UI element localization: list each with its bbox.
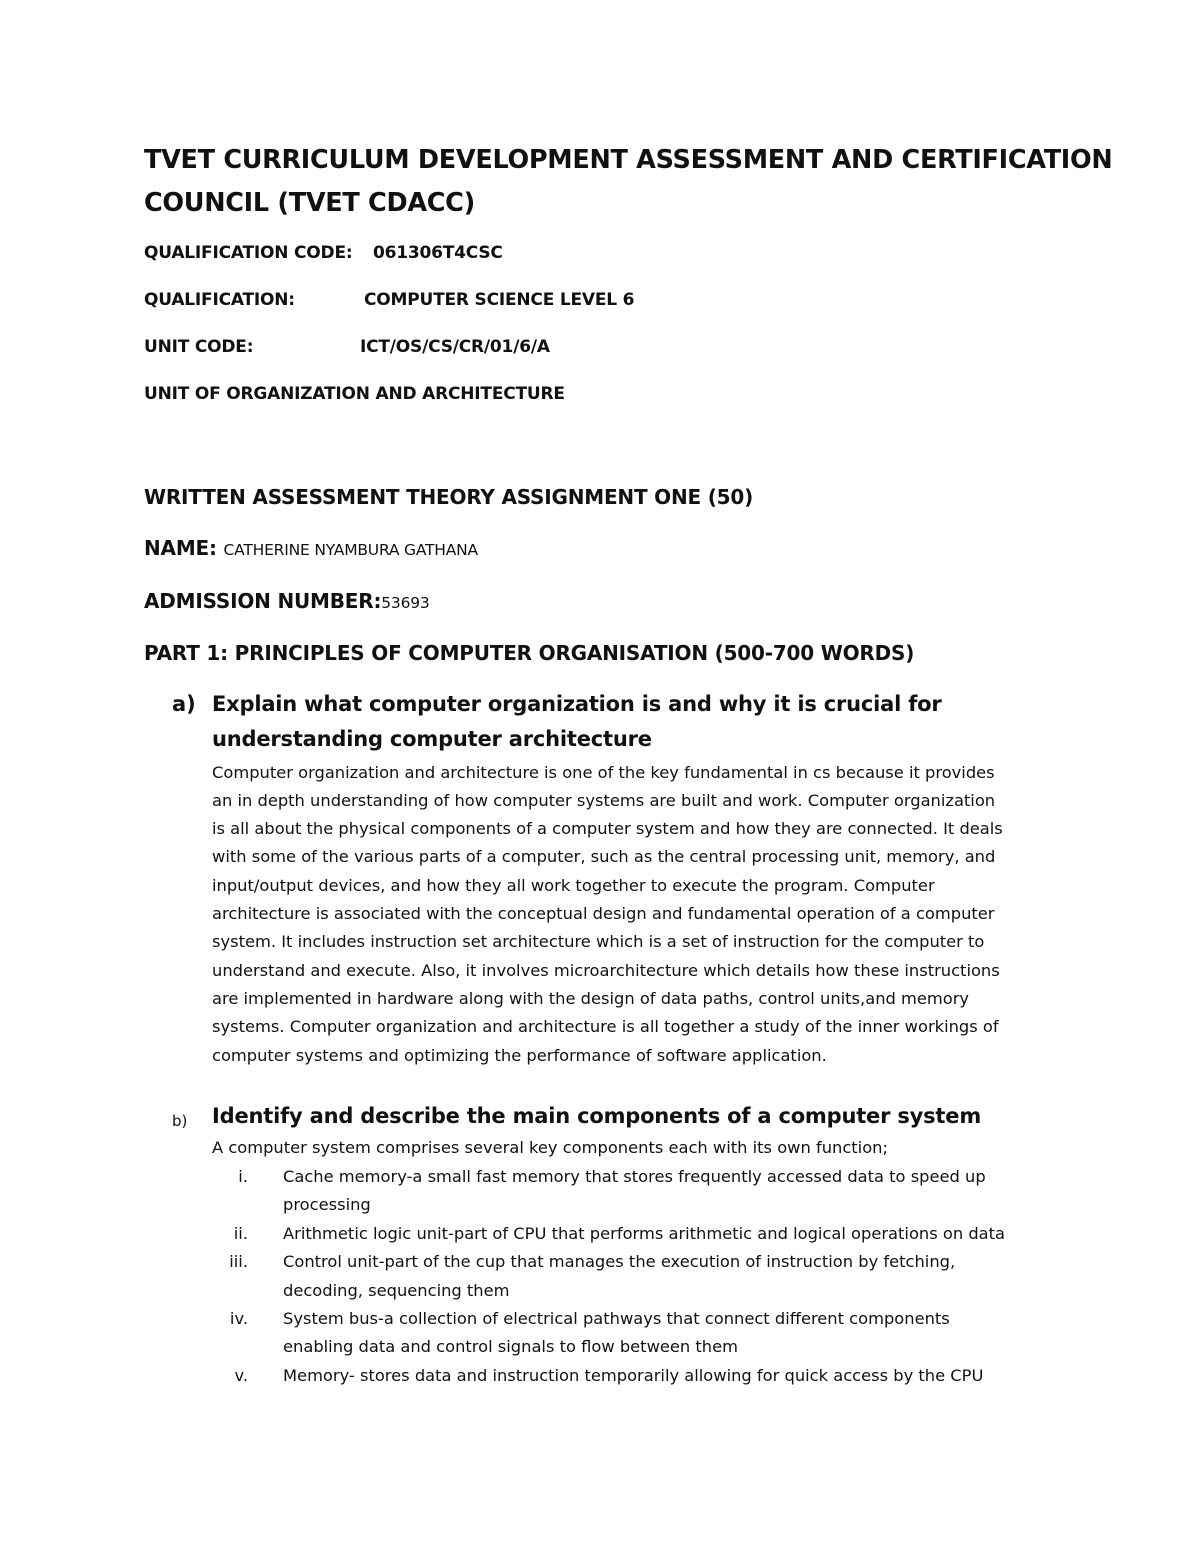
list-item-number: v. (234, 1366, 248, 1385)
answer-a-line: input/output devices, and how they all work together to execute the program. Computer (212, 876, 935, 895)
answer-a-line: system. It includes instruction set architecture which is a set of instruction for the computer to (212, 932, 985, 951)
list-item-number: iii. (229, 1252, 248, 1271)
question-a-heading-line-2: understanding computer architecture (212, 727, 652, 751)
answer-a-line: an in depth understanding of how computer systems are built and work. Computer organization (212, 791, 996, 810)
list-item-number: ii. (233, 1224, 248, 1243)
list-item-text: Control unit-part of the cup that manages the execution of instruction by fetching, (283, 1252, 956, 1271)
name-value: CATHERINE NYAMBURA GATHANA (223, 541, 478, 559)
qualification-code-value: 061306T4CSC (373, 243, 503, 263)
answer-a-line: computer systems and optimizing the performance of software application. (212, 1046, 827, 1065)
question-b-letter: b) (172, 1112, 188, 1130)
list-item-text: enabling data and control signals to flow between them (283, 1337, 738, 1356)
name-label: NAME: (144, 536, 217, 560)
qualification-value: COMPUTER SCIENCE LEVEL 6 (364, 290, 635, 310)
list-item-text: Memory- stores data and instruction temporarily allowing for quick access by the CPU (283, 1366, 984, 1385)
list-item-text: processing (283, 1195, 371, 1214)
part-heading: PART 1: PRINCIPLES OF COMPUTER ORGANISATION (500-700 WORDS) (144, 641, 915, 665)
answer-a-line: Computer organization and architecture is one of the key fundamental in cs because it provides (212, 763, 995, 782)
question-a-heading-line-1: Explain what computer organization is and why it is crucial for (212, 692, 942, 716)
list-item-number: iv. (229, 1309, 248, 1328)
list-item-text: Cache memory-a small fast memory that stores frequently accessed data to speed up (283, 1167, 986, 1186)
council-title-line-1: TVET CURRICULUM DEVELOPMENT ASSESSMENT AND CERTIFICATION (144, 145, 1113, 175)
qualification-label: QUALIFICATION: (144, 290, 295, 310)
assessment-heading: WRITTEN ASSESSMENT THEORY ASSIGNMENT ONE (50) (144, 485, 754, 509)
unit-code-value: ICT/OS/CS/CR/01/6/A (360, 337, 550, 357)
answer-a-line: are implemented in hardware along with the design of data paths, control units,and memory (212, 989, 970, 1008)
admission-line (144, 589, 430, 613)
answer-a-line: is all about the physical components of a computer system and how they are connected. It deals (212, 819, 1003, 838)
list-item-text: Arithmetic logic unit-part of CPU that performs arithmetic and logical operations on data (283, 1224, 1006, 1243)
list-item-text: System bus-a collection of electrical pathways that connect different components (283, 1309, 950, 1328)
question-b-intro: A computer system comprises several key components each with its own function; (212, 1138, 888, 1157)
answer-a-line: systems. Computer organization and architecture is all together a study of the inner workings of (212, 1017, 999, 1036)
unit-code-label: UNIT CODE: (144, 337, 254, 357)
unit-name: UNIT OF ORGANIZATION AND ARCHITECTURE (144, 384, 565, 404)
question-b-heading: Identify and describe the main components of a computer system (212, 1104, 981, 1128)
admission-value: 53693 (381, 594, 430, 612)
question-a-letter: a) (172, 692, 196, 716)
admission-label: ADMISSION NUMBER: (144, 589, 382, 613)
name-line (144, 536, 478, 560)
answer-a-line: architecture is associated with the conceptual design and fundamental operation of a computer (212, 904, 995, 923)
list-item-text: decoding, sequencing them (283, 1281, 510, 1300)
list-item-number: i. (238, 1167, 248, 1186)
qualification-code-label: QUALIFICATION CODE: (144, 243, 353, 263)
council-title-line-2: COUNCIL (TVET CDACC) (144, 188, 475, 218)
answer-a-line: understand and execute. Also, it involves microarchitecture which details how these instructions (212, 961, 1000, 980)
answer-a-line: with some of the various parts of a computer, such as the central processing unit, memory, and (212, 847, 996, 866)
